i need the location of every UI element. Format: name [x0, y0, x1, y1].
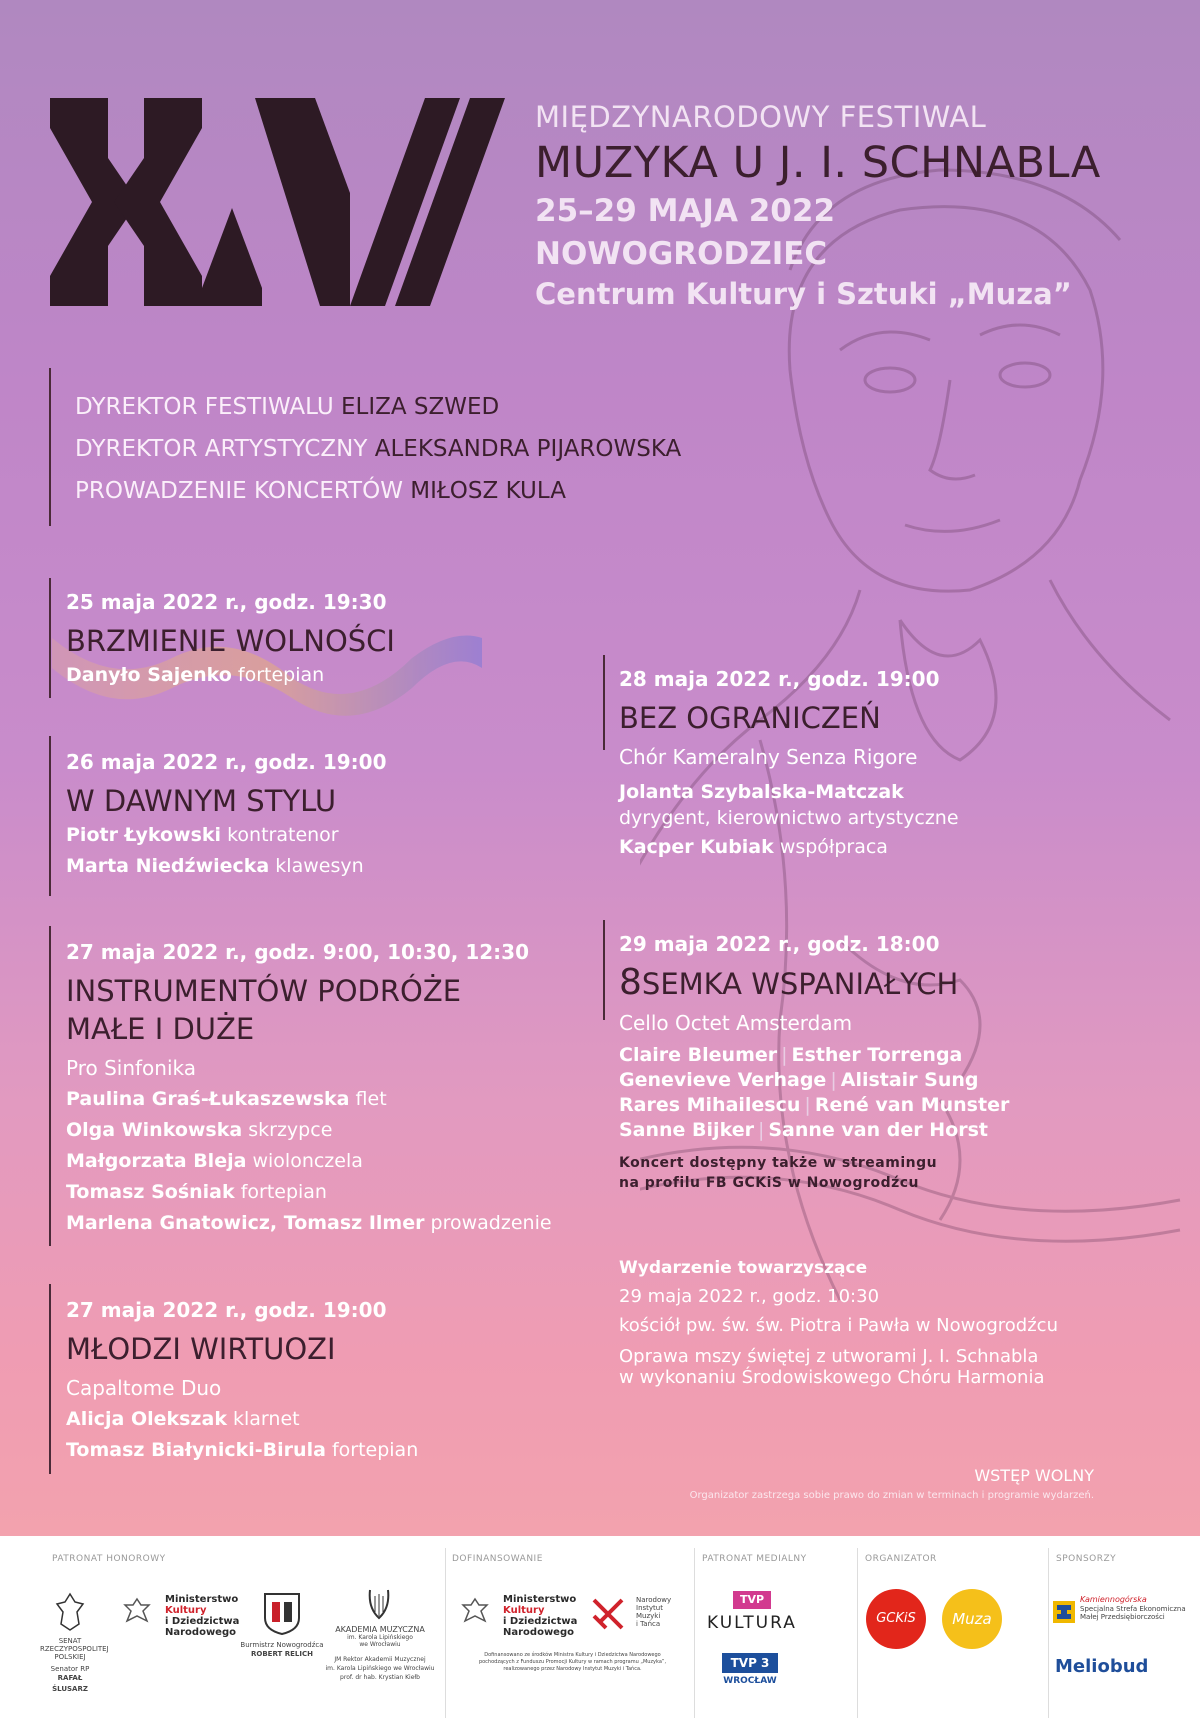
sponsor-kamienna-line2: Specjalna Strefa Ekonomiczna — [1080, 1605, 1186, 1613]
muza-logo: Muza — [942, 1589, 1002, 1649]
performer: Marta Niedźwiecka klawesyn — [66, 855, 364, 877]
festival-roman-numeral-logo — [50, 98, 505, 306]
senat-person-name: RAFAŁ ŚLUSARZ — [52, 1674, 88, 1693]
member-row: Sanne Bijker | Sanne van der Horst — [619, 1119, 988, 1141]
nimit-logo-icon — [590, 1596, 626, 1632]
staff-name: MIŁOSZ KULA — [410, 478, 566, 504]
ensemble-name: Pro Sinfonika — [66, 1056, 197, 1080]
performer: Kacper Kubiak współpraca — [619, 836, 888, 858]
event-date: 28 maja 2022 r., godz. 19:00 — [619, 667, 940, 691]
polish-eagle-icon — [122, 1596, 152, 1626]
performer: Paulina Graś-Łukaszewska flet — [66, 1088, 387, 1110]
nimit-name: Narodowy Instytut Muzyki i Tańca — [636, 1596, 672, 1628]
ministry-logo-text-funding: Ministerstwo Kultury i Dziedzictwa Narodowego — [503, 1594, 578, 1638]
free-entry: WSTĘP WOLNY — [974, 1466, 1094, 1485]
ministry-logo-text: Ministerstwo Kultury i Dziedzictwa Narodowego — [165, 1594, 240, 1638]
category-media: PATRONAT MEDIALNY — [702, 1554, 807, 1564]
festival-name: MUZYKA U J. I. SCHNABLA — [535, 138, 1101, 188]
performer: Marlena Gnatowicz, Tomasz Ilmer prowadzenie — [66, 1212, 552, 1234]
divider-line — [49, 1284, 51, 1474]
akademia-name: AKADEMIA MUZYCZNA — [335, 1625, 425, 1634]
funding-note-3: realizowanego przez Narodowy Instytut Muzyki i Tańca. — [503, 1666, 642, 1672]
sponsors-footer — [0, 1536, 1200, 1729]
senat-label: SENAT RZECZYPOSPOLITEJ POLSKIEJ — [40, 1637, 109, 1661]
streaming-note-2: na profilu FB GCKiS w Nowogrodźcu — [619, 1175, 920, 1191]
lyre-icon — [366, 1588, 392, 1622]
festival-town: NOWOGRODZIEC — [535, 236, 828, 272]
member-row: Rares Mihailescu | René van Munster — [619, 1094, 1010, 1116]
event-title: BRZMIENIE WOLNOŚCI — [66, 624, 395, 658]
divider-line — [49, 736, 51, 896]
event-place: kościół pw. św. św. Piotra i Pawła w Nowogrodźcu — [619, 1315, 1058, 1336]
event-description-2: w wykonaniu Środowiskowego Chóru Harmonia — [619, 1367, 1045, 1388]
staff-artistic-director — [75, 436, 681, 462]
kamiennogorska-sse-icon — [1052, 1600, 1076, 1624]
event-title-line2: MAŁE I DUŻE — [66, 1012, 255, 1046]
accompanying-event — [619, 1258, 1058, 1388]
event-date: 29 maja 2022 r., godz. 18:00 — [619, 932, 940, 956]
meliobud-logo: Meliobud — [1055, 1656, 1149, 1677]
festival-venue: Centrum Kultury i Sztuki „Muza” — [535, 277, 1072, 311]
divider — [1048, 1548, 1049, 1718]
member-row: Claire Bleumer | Esther Torrenga — [619, 1044, 963, 1066]
event-1 — [66, 590, 395, 691]
tvp3-logo: TVP 3 — [722, 1653, 778, 1673]
category-organizer: ORGANIZATOR — [865, 1554, 937, 1564]
festival-type: MIĘDZYNARODOWY FESTIWAL — [535, 100, 987, 134]
category-funding: DOFINANSOWANIE — [452, 1554, 543, 1564]
rektor-academy: im. Karola Lipińskiego we Wrocławiu — [325, 1665, 435, 1672]
disclaimer: Organizator zastrzega sobie prawo do zmian w terminach i programie wydarzeń. — [689, 1490, 1094, 1501]
performer: Małgorzata Bleja wiolonczela — [66, 1150, 363, 1172]
ensemble-name: Capaltome Duo — [66, 1376, 222, 1400]
event-date: 27 maja 2022 r., godz. 19:00 — [66, 1298, 387, 1322]
festival-dates: 25–29 MAJA 2022 — [535, 193, 836, 229]
performer: Alicja Olekszak klarnet — [66, 1408, 300, 1430]
polish-eagle-icon — [460, 1596, 490, 1626]
sponsor-kamienna-line3: Małej Przedsiębiorczości — [1080, 1613, 1165, 1621]
akademia-subtitle: im. Karola Lipińskiego — [347, 1634, 413, 1641]
event-title: MŁODZI WIRTUOZI — [66, 1332, 336, 1366]
performer: Danyło Sajenko fortepian — [66, 664, 325, 686]
event-title: W DAWNYM STYLU — [66, 784, 337, 818]
divider — [857, 1548, 858, 1718]
category-sponsors: SPONSORZY — [1056, 1554, 1117, 1564]
divider-line — [49, 368, 51, 526]
performer: Tomasz Sośniak fortepian — [66, 1181, 327, 1203]
sponsor-kamienna-name: Kamiennogórska — [1080, 1595, 1147, 1604]
staff-name: ELIZA SZWED — [340, 394, 500, 420]
nowogrodziec-crest-icon — [263, 1592, 301, 1636]
ensemble-name: Chór Kameralny Senza Rigore — [619, 745, 918, 769]
event-date: 29 maja 2022 r., godz. 10:30 — [619, 1286, 880, 1307]
mayor-title: Burmistrz Nowogrodźca — [240, 1641, 324, 1649]
performer-lead-role: dyrygent, kierownictwo artystyczne — [619, 807, 959, 829]
tvp-logo: TVP — [733, 1591, 771, 1609]
senat-person-title: Senator RP — [50, 1665, 90, 1673]
performer: Tomasz Białynicki-Birula fortepian — [66, 1439, 419, 1461]
event-date: 27 maja 2022 r., godz. 9:00, 10:30, 12:30 — [66, 940, 530, 964]
kultura-logo-text: KULTURA — [707, 1613, 797, 1633]
divider-line — [603, 655, 605, 750]
rektor-name: prof. dr hab. Krystian Kiełb — [340, 1674, 420, 1681]
event-5 — [619, 667, 959, 863]
divider — [445, 1548, 446, 1718]
event-4 — [66, 1298, 418, 1466]
event-6 — [619, 932, 1009, 1193]
akademia-city: we Wrocławiu — [359, 1641, 401, 1648]
event-title: INSTRUMENTÓW PODRÓŻE — [66, 974, 462, 1008]
staff-role: DYREKTOR ARTYSTYCZNY — [75, 436, 368, 462]
divider-line — [603, 920, 605, 1020]
event-2 — [66, 750, 386, 882]
event-date: 26 maja 2022 r., godz. 19:00 — [66, 750, 387, 774]
staff-role: DYREKTOR FESTIWALU — [75, 394, 334, 420]
divider — [694, 1548, 695, 1718]
staff-name: ALEKSANDRA PIJAROWSKA — [374, 436, 682, 462]
rektor-title: JM Rektor Akademii Muzycznej — [334, 1656, 426, 1663]
performer-lead: Jolanta Szybalska-Matczak — [619, 781, 904, 803]
member-row: Genevieve Verhage | Alistair Sung — [619, 1069, 979, 1091]
performer: Olga Winkowska skrzypce — [66, 1119, 333, 1141]
funding-note-2: pochodzących z Funduszu Promocji Kultury w ramach programu „Muzyka”, — [478, 1659, 667, 1665]
performer: Piotr Łykowski kontratenor — [66, 824, 339, 846]
staff-role: PROWADZENIE KONCERTÓW — [75, 478, 403, 504]
divider-line — [49, 578, 51, 698]
event-title: 8SEMKA WSPANIAŁYCH — [619, 962, 959, 1003]
staff-host — [75, 478, 566, 504]
accompanying-label: Wydarzenie towarzyszące — [619, 1258, 868, 1278]
senat-eagle-icon — [55, 1592, 85, 1632]
event-date: 25 maja 2022 r., godz. 19:30 — [66, 590, 387, 614]
category-honorary: PATRONAT HONOROWY — [52, 1554, 166, 1564]
ensemble-name: Cello Octet Amsterdam — [619, 1011, 853, 1035]
staff-festival-director — [75, 394, 499, 420]
tvp3-region: WROCŁAW — [723, 1676, 777, 1686]
funding-note-1: Dofinansowano ze środków Ministra Kultury i Dziedzictwa Narodowego — [484, 1652, 661, 1658]
divider-line — [49, 926, 51, 1246]
event-title: BEZ OGRANICZEŃ — [619, 701, 881, 735]
streaming-note: Koncert dostępny także w streamingu — [619, 1155, 938, 1171]
gckis-logo: GCKiS — [866, 1589, 926, 1649]
event-description: Oprawa mszy świętej z utworami J. I. Schnabla — [619, 1346, 1039, 1367]
mayor-name: ROBERT RELICH — [251, 1650, 313, 1658]
event-3 — [66, 940, 552, 1239]
